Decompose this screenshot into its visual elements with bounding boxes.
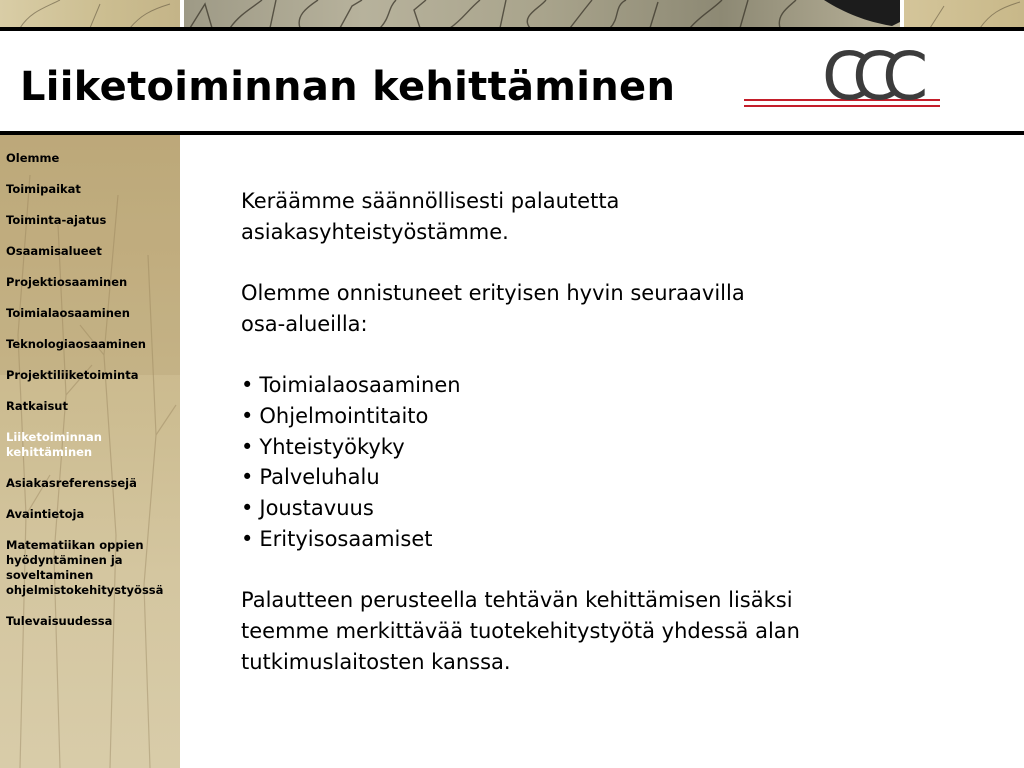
intro-paragraph: Keräämme säännöllisesti palautetta asiakasyhteistyöstämme. <box>241 189 620 244</box>
lead-paragraph: Olemme onnistuneet erityisen hyvin seuraavilla osa-alueilla: <box>241 281 745 336</box>
list-item: • Toimialaosaaminen <box>241 370 1001 401</box>
sidebar-item-liiketoiminnan-kehittaminen[interactable]: Liiketoiminnan kehittäminen <box>6 430 102 459</box>
sidebar-item-toimialaosaaminen[interactable]: Toimialaosaaminen <box>6 306 130 320</box>
sidebar-item-asiakasreferensseja[interactable]: Asiakasreferenssejä <box>6 476 137 490</box>
sidebar-item-projektiliiketoiminta[interactable]: Projektiliiketoiminta <box>6 368 139 382</box>
page-title: Liiketoiminnan kehittäminen <box>20 64 676 110</box>
list-item: • Ohjelmointitaito <box>241 401 1001 432</box>
strengths-list <box>241 370 1001 554</box>
header <box>0 31 1024 131</box>
list-item: • Joustavuus <box>241 493 1001 524</box>
sidebar-item-teknologiaosaaminen[interactable]: Teknologiaosaaminen <box>6 337 146 351</box>
top-photo-strip <box>0 0 1024 28</box>
nav-list <box>6 151 180 645</box>
sidebar-item-ratkaisut[interactable]: Ratkaisut <box>6 399 68 413</box>
ccc-logo <box>744 38 970 119</box>
sidebar-item-avaintietoja[interactable]: Avaintietoja <box>6 507 85 521</box>
sidebar-item-osaamisalueet[interactable]: Osaamisalueet <box>6 244 102 258</box>
branches-illustration <box>0 0 1024 28</box>
dark-silhouette <box>824 0 900 26</box>
closing-paragraph: Palautteen perusteella tehtävän kehittämisen lisäksi teemme merkittävää tuotekehitystyötä yhdessä alan tutkimuslaitosten kanssa. <box>241 588 800 674</box>
sidebar-item-toimipaikat[interactable]: Toimipaikat <box>6 182 81 196</box>
sidebar-nav <box>0 135 180 768</box>
list-item: • Palveluhalu <box>241 462 1001 493</box>
list-item: • Yhteistyökyky <box>241 432 1001 463</box>
sidebar-item-tulevaisuudessa[interactable]: Tulevaisuudessa <box>6 614 113 628</box>
sidebar-item-olemme[interactable]: Olemme <box>6 151 60 165</box>
list-item: • Erityisosaamiset <box>241 524 1001 555</box>
main-content <box>241 186 1001 677</box>
sidebar-item-projektiosaaminen[interactable]: Projektiosaaminen <box>6 275 128 289</box>
sidebar-item-toiminta-ajatus[interactable]: Toiminta-ajatus <box>6 213 107 227</box>
sidebar-item-matematiikan-oppien[interactable]: Matematiikan oppien hyödyntäminen ja soveltaminen ohjelmistokehitystyössä <box>6 538 164 597</box>
logo-letters: CCC <box>822 38 913 115</box>
